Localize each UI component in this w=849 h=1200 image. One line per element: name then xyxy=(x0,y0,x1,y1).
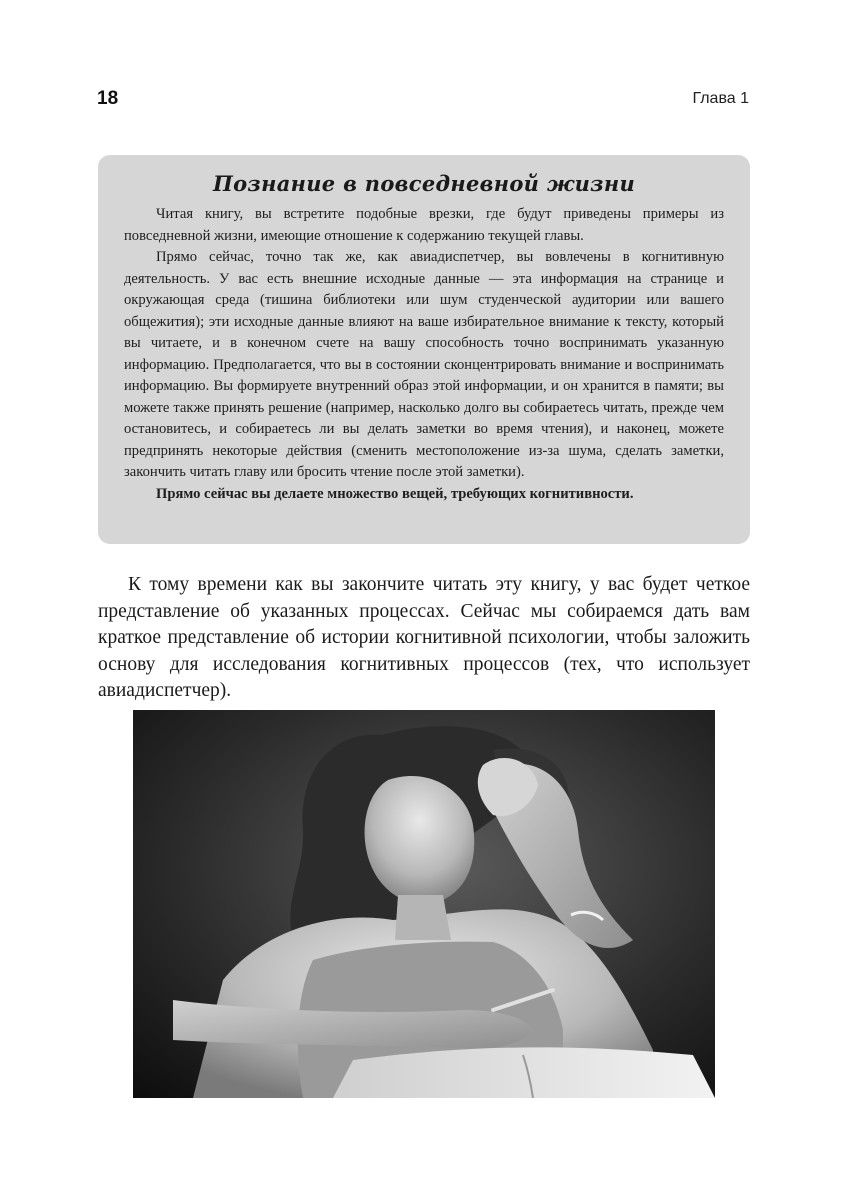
chapter-running-head: Глава 1 xyxy=(692,90,749,107)
sidebar-conclusion: Прямо сейчас вы делаете множество вещей, требующих когнитивности. xyxy=(156,485,634,502)
sidebar-title: Познание в повседневной жизни xyxy=(212,171,636,196)
sidebar-box xyxy=(98,155,750,544)
sidebar-paragraph-intro: Читая книгу, вы встретите подобные врезки, где будут приведены примеры из повседневной жизни, имеющие отношение к содержанию текущей главы. xyxy=(124,206,724,244)
body-paragraph: К тому времени как вы закончите читать эту книгу, у вас будет четкое представление об указанных процессах. Сейчас мы собираемся дать вам краткое представление об истории когнитивной психологии, чтобы заложить основу для исследования когнитивных процессов (тех, что использует авиадиспетчер). xyxy=(98,574,750,702)
photo-student-reading xyxy=(133,710,715,1098)
sidebar-paragraph-main: Прямо сейчас, точно так же, как авиадиспетчер, вы вовлечены в когнитивную деятельность. У вас есть внешние исходные данные — эта информация на странице и окружающая среда (тишина библиотеки или шум студенческой аудитории или вашего общежития); эти исходные данные влияют на ваше избирательное внимание к тексту, который вы читаете, и в конечном счете на вашу способность точно воспринимать указанную информацию. Предполагается, что вы в состоянии сконцентрировать внимание и воспринимать информацию. Вы формируете внутренний образ этой информации, и он хранится в памяти; вы можете также принять решение (например, насколько долго вы собираетесь читать, прежде чем остановитесь, и собираетесь ли вы делать заметки во время чтения), и наконец, можете предпринять некоторые действия (сменить местоположение из-за шума, сделать заметки, закончить читать главу или бросить чтение после этой заметки). xyxy=(124,249,724,480)
page-number: 18 xyxy=(97,88,119,109)
photo-neck xyxy=(395,895,451,940)
